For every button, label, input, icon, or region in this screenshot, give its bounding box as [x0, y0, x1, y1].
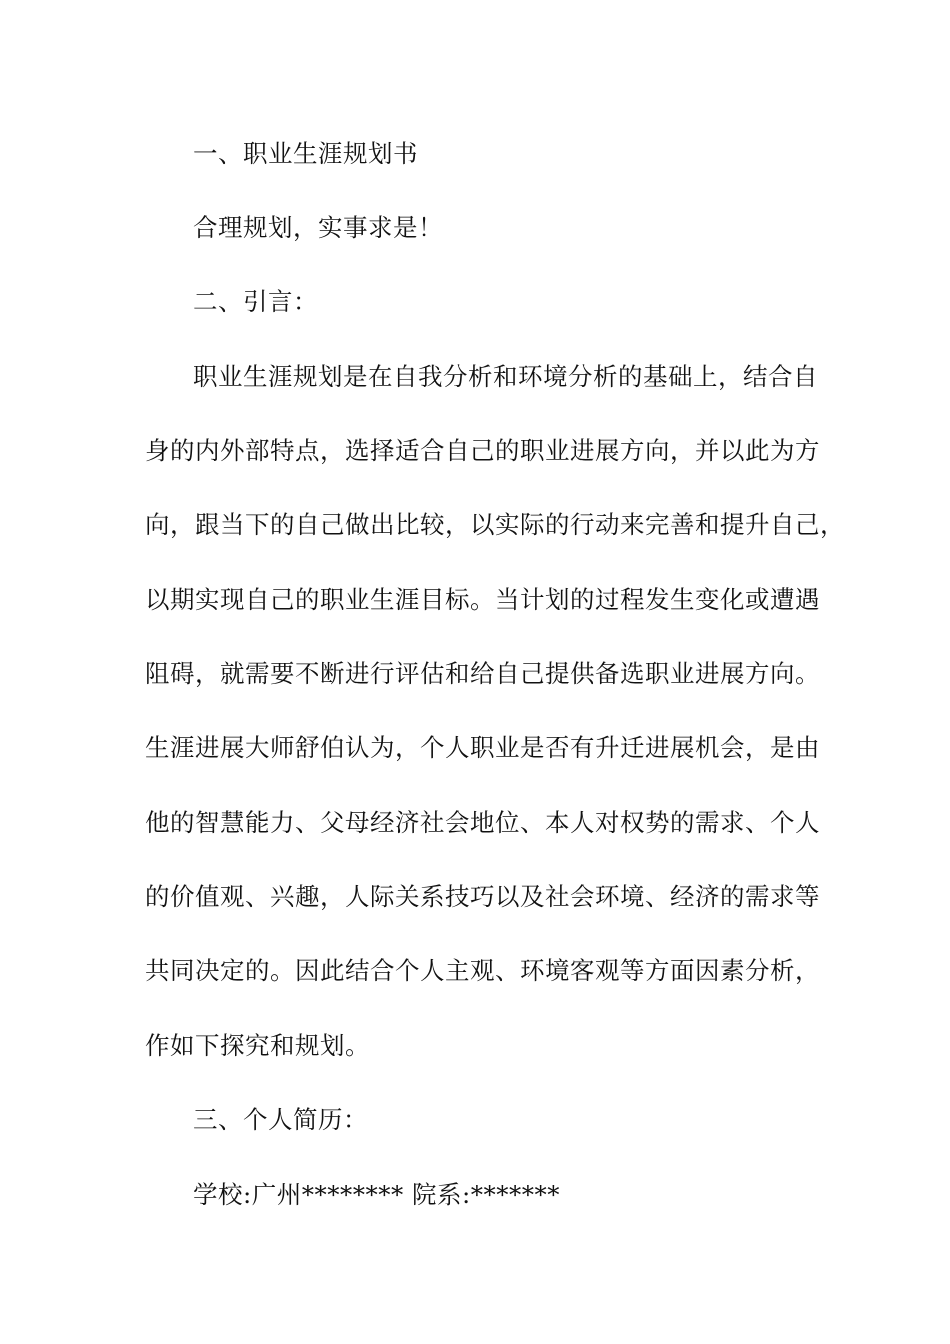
motto-text: 合理规划，实事求是！	[193, 213, 443, 242]
section-heading-introduction: 二、引言：	[193, 287, 318, 316]
section-heading-resume: 三、个人简历：	[193, 1105, 368, 1134]
intro-paragraph-line: 职业生涯规划是在自我分析和环境分析的基础上，结合自	[193, 362, 818, 391]
section-heading-career-plan: 一、职业生涯规划书	[193, 139, 418, 168]
intro-paragraph-line: 以期实现自己的职业生涯目标。当计划的过程发生变化或遭遇	[145, 585, 820, 614]
intro-paragraph-line: 作如下探究和规划。	[145, 1031, 370, 1060]
school-info-line: 学校:广州******** 院系:*******	[193, 1180, 561, 1209]
intro-paragraph-line: 的价值观、兴趣，人际关系技巧以及社会环境、经济的需求等	[145, 882, 820, 911]
intro-paragraph-line: 生涯进展大师舒伯认为，个人职业是否有升迁进展机会，是由	[145, 733, 820, 762]
intro-paragraph-line: 阻碍，就需要不断进行评估和给自己提供备选职业进展方向。	[145, 659, 820, 688]
intro-paragraph-line: 他的智慧能力、父母经济社会地位、本人对权势的需求、个人	[145, 808, 820, 837]
intro-paragraph-line: 身的内外部特点，选择适合自己的职业进展方向，并以此为方	[145, 436, 820, 465]
intro-paragraph-line: 共同决定的。因此结合个人主观、环境客观等方面因素分析，	[145, 956, 820, 985]
intro-paragraph-line: 向，跟当下的自己做出比较，以实际的行动来完善和提升自己，	[145, 510, 845, 539]
